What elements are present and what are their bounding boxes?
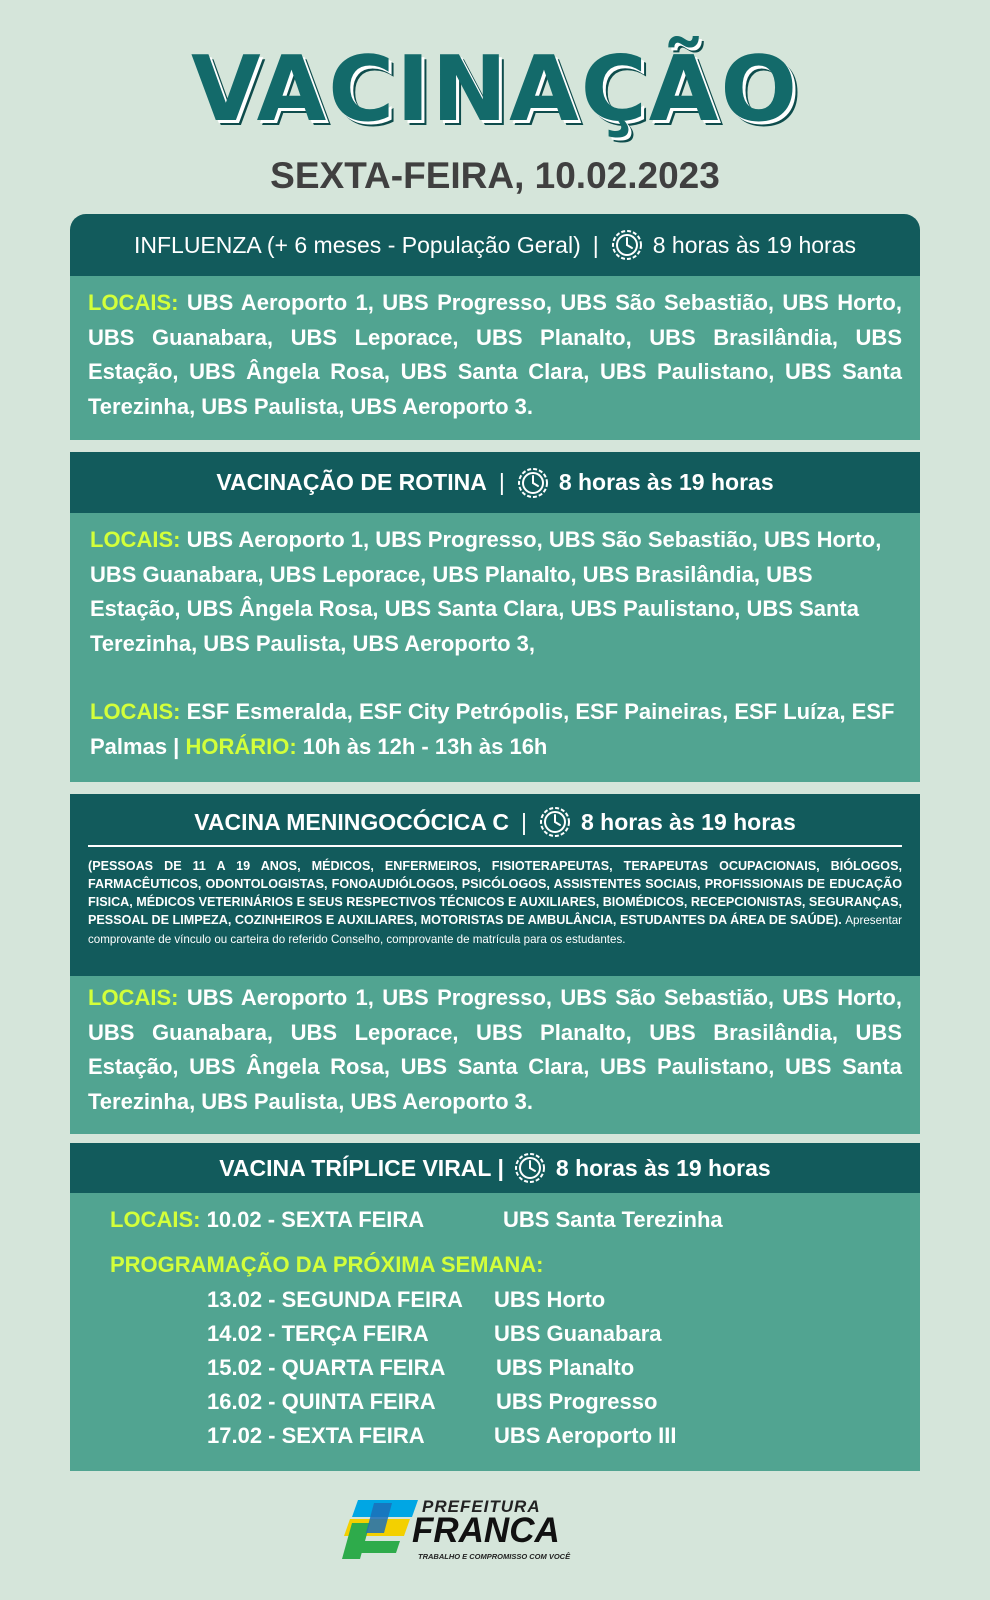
horario-label: HORÁRIO:: [185, 733, 297, 759]
clock-icon: [517, 467, 549, 499]
meningo-description-box: [70, 845, 920, 976]
meningo-locais-list: UBS Aeroporto 1, UBS Progresso, UBS São Sebastião, UBS Horto, UBS Guanabara, UBS Leporace, UBS Planalto, UBS Brasilândia, UBS Estação, UBS Ângela Rosa, UBS Santa Clara, UBS Paulistano, UBS Santa Terezinha, UBS Paulista, UBS Aeroporto 3.: [88, 985, 902, 1114]
rotina-esf-locais: [90, 695, 908, 764]
influenza-header: [70, 214, 920, 276]
separator: |: [520, 808, 527, 835]
triplice-title: VACINA TRÍPLICE VIRAL |: [219, 1154, 504, 1181]
influenza-body: [70, 276, 920, 440]
triplice-header: [70, 1143, 920, 1193]
influenza-locais: [88, 286, 902, 424]
divider: [88, 845, 902, 847]
schedule-date: 14.02 - TERÇA FEIRA: [207, 1321, 429, 1346]
meningo-note: Apresentar comprovante de vínculo ou carteira do referido Conselho, comprovante de matrícula para os estudantes.: [88, 914, 903, 946]
separator: |: [498, 469, 505, 495]
triplice-hours: 8 horas às 19 horas: [555, 1154, 771, 1181]
rotina-esf-list: ESF Esmeralda, ESF City Petrópolis, ESF Paineiras, ESF Luíza, ESF Palmas |: [90, 699, 895, 759]
today-place: UBS Santa Terezinha: [503, 1207, 723, 1232]
triplice-body: [70, 1193, 920, 1471]
schedule-place: UBS Horto: [494, 1287, 606, 1312]
rotina-title: VACINAÇÃO DE ROTINA: [216, 469, 487, 495]
meningo-locais: [88, 981, 902, 1119]
page-subtitle-date: SEXTA-FEIRA, 10.02.2023: [270, 155, 720, 196]
logo-tagline: TRABALHO E COMPROMISSO COM VOCÊ: [418, 1552, 571, 1561]
locais-label: LOCAIS:: [90, 699, 181, 724]
meningo-header: [70, 794, 920, 850]
schedule-place: UBS Progresso: [496, 1389, 658, 1414]
influenza-locais-list: UBS Aeroporto 1, UBS Progresso, UBS São Sebastião, UBS Horto, UBS Guanabara, UBS Leporace, UBS Planalto, UBS Brasilândia, UBS Estação, UBS Ângela Rosa, UBS Santa Clara, UBS Paulistano, UBS Santa Terezinha, UBS Paulista, UBS Aeroporto 3.: [88, 290, 902, 419]
locais-label: LOCAIS:: [90, 527, 181, 552]
meningo-body: [70, 976, 920, 1134]
influenza-title: INFLUENZA (+ 6 meses - População Geral): [133, 231, 581, 258]
influenza-hours: 8 horas às 19 horas: [652, 231, 857, 258]
logo-line2: FRANCA: [412, 1511, 560, 1550]
schedule-place: UBS Guanabara: [494, 1321, 662, 1346]
page-title: VACINAÇÃO: [191, 37, 799, 142]
clock-icon: [514, 1152, 546, 1184]
separator: |: [592, 231, 599, 258]
locais-label: LOCAIS:: [110, 1207, 201, 1232]
rotina-header: [70, 452, 920, 513]
clock-icon: [611, 229, 643, 261]
franca-logo-mark: [340, 1495, 420, 1565]
meningo-eligible-groups: (PESSOAS DE 11 A 19 ANOS, MÉDICOS, ENFERMEIROS, FISIOTERAPEUTAS, TERAPEUTAS OCUPACIONAIS, BIÓLOGOS, FARMACÊUTICOS, ODONTOLOGISTAS, FONOAUDIÓLOGOS, PSICÓLOGOS, ASSISTENTES SOCIAIS, PROFISSIONAIS DE EDUCAÇÃO FISICA, MÉDICOS VETERINÁRIOS E SEUS RESPECTIVOS TÉCNICOS E AUXILIARES, BIOMÉDICOS, RECEPCIONISTAS, SEGURANÇAS, PESSOAL DE LIMPEZA, COZINHEIROS E AUXILIARES, MOTORISTAS DE AMBULÂNCIA, ESTUDANTES DA ÁREA DE SAÚDE).: [88, 859, 902, 927]
schedule-date: 15.02 - QUARTA FEIRA: [207, 1355, 446, 1380]
meningo-description: [88, 857, 902, 949]
schedule-date: 13.02 - SEGUNDA FEIRA: [207, 1287, 463, 1312]
rotina-locais-list: UBS Aeroporto 1, UBS Progresso, UBS São Sebastião, UBS Horto, UBS Guanabara, UBS Leporace, UBS Planalto, UBS Brasilândia, UBS Estação, UBS Ângela Rosa, UBS Santa Clara, UBS Paulistano, UBS Santa Terezinha, UBS Paulista, UBS Aeroporto 3,: [90, 527, 882, 656]
next-week-label: PROGRAMAÇÃO DA PRÓXIMA SEMANA:: [110, 1252, 544, 1277]
rotina-hours: 8 horas às 19 horas: [558, 469, 774, 495]
triplice-today: [110, 1207, 424, 1233]
locais-label: LOCAIS:: [88, 985, 179, 1010]
prefeitura-franca-logo: [340, 1495, 570, 1565]
schedule-place: UBS Aeroporto III: [494, 1423, 677, 1448]
schedule-date: 17.02 - SEXTA FEIRA: [207, 1423, 425, 1448]
locais-label: LOCAIS:: [88, 290, 179, 315]
meningo-title: VACINA MENINGOCÓCICA C: [194, 808, 509, 835]
schedule-date: 16.02 - QUINTA FEIRA: [207, 1389, 436, 1414]
rotina-horario: 10h às 12h - 13h às 16h: [302, 733, 548, 759]
rotina-body: [70, 513, 920, 782]
meningo-hours: 8 horas às 19 horas: [580, 808, 796, 835]
rotina-locais: [90, 523, 908, 661]
logo-line1: PREFEITURA: [422, 1497, 541, 1516]
schedule-place: UBS Planalto: [496, 1355, 635, 1380]
today-date: 10.02 - SEXTA FEIRA: [206, 1207, 425, 1232]
clock-icon: [539, 806, 571, 838]
